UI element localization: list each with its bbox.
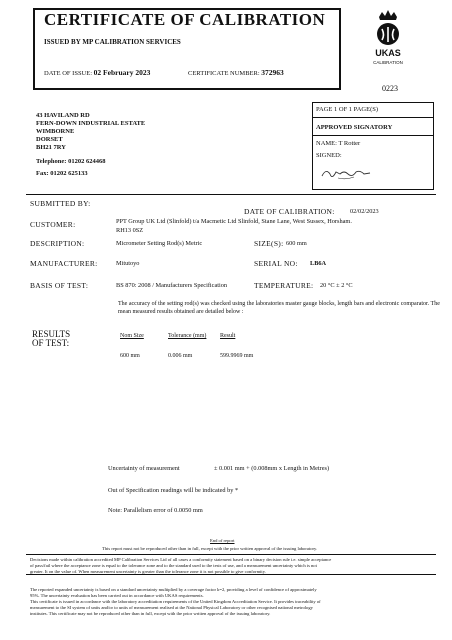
table-cell-result: 599.9969 mm bbox=[220, 353, 254, 359]
section-divider bbox=[26, 194, 436, 195]
certificate-number bbox=[188, 68, 284, 77]
temperature-value: 20 °C ± 2 °C bbox=[320, 282, 353, 289]
fax bbox=[36, 170, 88, 177]
table-cell-nom-size: 600 mm bbox=[120, 353, 140, 359]
submitted-by-label: SUBMITTED BY: bbox=[30, 199, 91, 208]
customer-value-line2: RH13 0SZ bbox=[116, 227, 144, 234]
results-label-line1: RESULTS bbox=[32, 329, 71, 339]
fax-label: Fax: bbox=[36, 170, 49, 177]
address-line: 43 HAVILAND RD bbox=[36, 112, 90, 119]
footer-line: measurement to the SI system of units and/or to units of measurement realised at the National Physical Laboratory or other recognised national metrology bbox=[30, 605, 313, 610]
date-of-calibration-value: 02/02/2023 bbox=[350, 208, 379, 215]
divider bbox=[312, 135, 434, 136]
certificate-number-label: CERTIFICATE NUMBER: bbox=[188, 70, 260, 77]
end-of-report: End of report bbox=[210, 538, 235, 543]
page-count: PAGE 1 OF 1 PAGE(S) bbox=[316, 106, 379, 113]
basis-of-test-label: BASIS OF TEST: bbox=[30, 281, 89, 290]
divider bbox=[312, 117, 434, 118]
description-value: Micrometer Setting Rod(s) Metric bbox=[116, 240, 203, 247]
telephone bbox=[36, 158, 105, 165]
signed-label: SIGNED: bbox=[316, 152, 342, 159]
address-line: FERN-DOWN INDUSTRIAL ESTATE bbox=[36, 120, 146, 127]
table-header-result: Result bbox=[220, 333, 236, 339]
parallelism-note: Note: Parallelism error of 0.0050 mm bbox=[108, 507, 203, 514]
results-description: The accuracy of the setting rod(s) was checked using the laboratories master gauge blocks, length bars and electronic comparator. The mean measured results obtained are detailed below : bbox=[118, 301, 440, 315]
footer-decision-rule bbox=[30, 557, 331, 575]
issued-by-value: MP CALIBRATION SERVICES bbox=[82, 38, 181, 46]
date-of-issue-value: 02 February 2023 bbox=[93, 68, 151, 77]
fax-value: 01202 625133 bbox=[50, 170, 88, 177]
date-of-calibration-label: DATE OF CALIBRATION: bbox=[244, 207, 335, 216]
ukas-logo-subtext: CALIBRATION bbox=[373, 60, 403, 65]
footer-uncertainty-statement bbox=[30, 587, 321, 617]
footer-divider bbox=[26, 554, 436, 555]
footer-line: greater. It on the value of. When measurement uncertainty is greater than the tolerance zone it is not possible to give conformity. bbox=[30, 569, 266, 574]
size-label: SIZE(S): bbox=[254, 239, 284, 248]
footer-line: 95%. The uncertainty evaluation has been carried out in accordance with UKAS requirements. bbox=[30, 593, 204, 598]
table-header-tolerance: Tolerance (mm) bbox=[168, 333, 207, 339]
uncertainty-label: Uncertainty of measurement bbox=[108, 465, 180, 472]
address-line: BH21 7RY bbox=[36, 144, 66, 151]
ukas-lab-number: 0223 bbox=[382, 84, 398, 93]
ukas-logo bbox=[366, 9, 410, 69]
reproduction-note: This report must not be reproduced other than in full, except with the prior written approval of the issuing laboratory. bbox=[102, 546, 318, 551]
handwritten-signature bbox=[318, 162, 378, 184]
footer-line: This certificate is issued in accordance with the laboratory accreditation requirements of the United Kingdom Accreditation Service. It provides traceability of bbox=[30, 599, 321, 604]
manufacturer-label: MANUFACTURER: bbox=[30, 259, 98, 268]
manufacturer-value: Mitutoyo bbox=[116, 260, 140, 267]
certificate-title: CERTIFICATE OF CALIBRATION bbox=[44, 10, 326, 29]
lab-address bbox=[36, 112, 145, 152]
issued-by bbox=[44, 38, 181, 46]
table-cell-tolerance: 0.006 mm bbox=[168, 353, 193, 359]
crown-icon bbox=[379, 10, 397, 20]
out-of-spec-note: Out of Specification readings will be indicated by * bbox=[108, 487, 239, 494]
footer-line: Decisions made within calibration accredited MP Calibration Services Ltd of all cases a conformity statement based on a binary decision rule i.e. simple acceptance bbox=[30, 557, 332, 562]
uncertainty-value: ± 0.001 mm + (0.008mm x Length in Metres) bbox=[214, 465, 330, 472]
footer-line: of pass/fail where the acceptance zone is equal to the tolerance zone and to the standard used to the tests of use, and a measurement uncertainty which is not bbox=[30, 563, 317, 568]
basis-of-test-value: BS 870: 2008 / Manufacturers Specification bbox=[116, 282, 228, 289]
certificate-number-value: 372963 bbox=[261, 68, 284, 77]
customer-value-line1: PPT Group UK Ltd (Slinfold) t/a Macmetic Ltd Slinfold, Stane Lane, West Sussex, Horsham. bbox=[116, 218, 352, 225]
results-label-line2: OF TEST: bbox=[32, 338, 70, 348]
footer-line: The reported expanded uncertainty is based on a standard uncertainty multiplied by a coverage factor k=2, providing a level of confidence of approximately bbox=[30, 587, 317, 592]
footer-line: institutes. This certificate may not be reproduced other than in full, except with the prior written approval of the issuing laboratory. bbox=[30, 611, 271, 616]
address-line: WIMBORNE bbox=[36, 128, 75, 135]
serial-label: SERIAL NO: bbox=[254, 259, 298, 268]
date-of-issue-label: DATE OF ISSUE: bbox=[44, 70, 93, 77]
results-label bbox=[32, 330, 70, 348]
footer-divider bbox=[26, 574, 436, 575]
signatory-name: NAME: T Rotter bbox=[316, 140, 361, 147]
description-label: DESCRIPTION: bbox=[30, 239, 85, 248]
size-value: 600 mm bbox=[286, 240, 307, 247]
temperature-label: TEMPERATURE: bbox=[254, 281, 314, 290]
telephone-value: 01202 624468 bbox=[68, 158, 106, 165]
issued-by-label: ISSUED BY bbox=[44, 38, 81, 46]
table-header-nom-size: Nom Size bbox=[120, 333, 144, 339]
address-line: DORSET bbox=[36, 136, 63, 143]
ukas-logo-text: UKAS bbox=[375, 48, 401, 58]
telephone-label: Telephone: bbox=[36, 158, 67, 165]
date-of-issue bbox=[44, 68, 150, 77]
serial-value: LB6A bbox=[310, 260, 327, 267]
customer-label: CUSTOMER: bbox=[30, 220, 76, 229]
approved-signatory: APPROVED SIGNATORY bbox=[316, 124, 393, 131]
